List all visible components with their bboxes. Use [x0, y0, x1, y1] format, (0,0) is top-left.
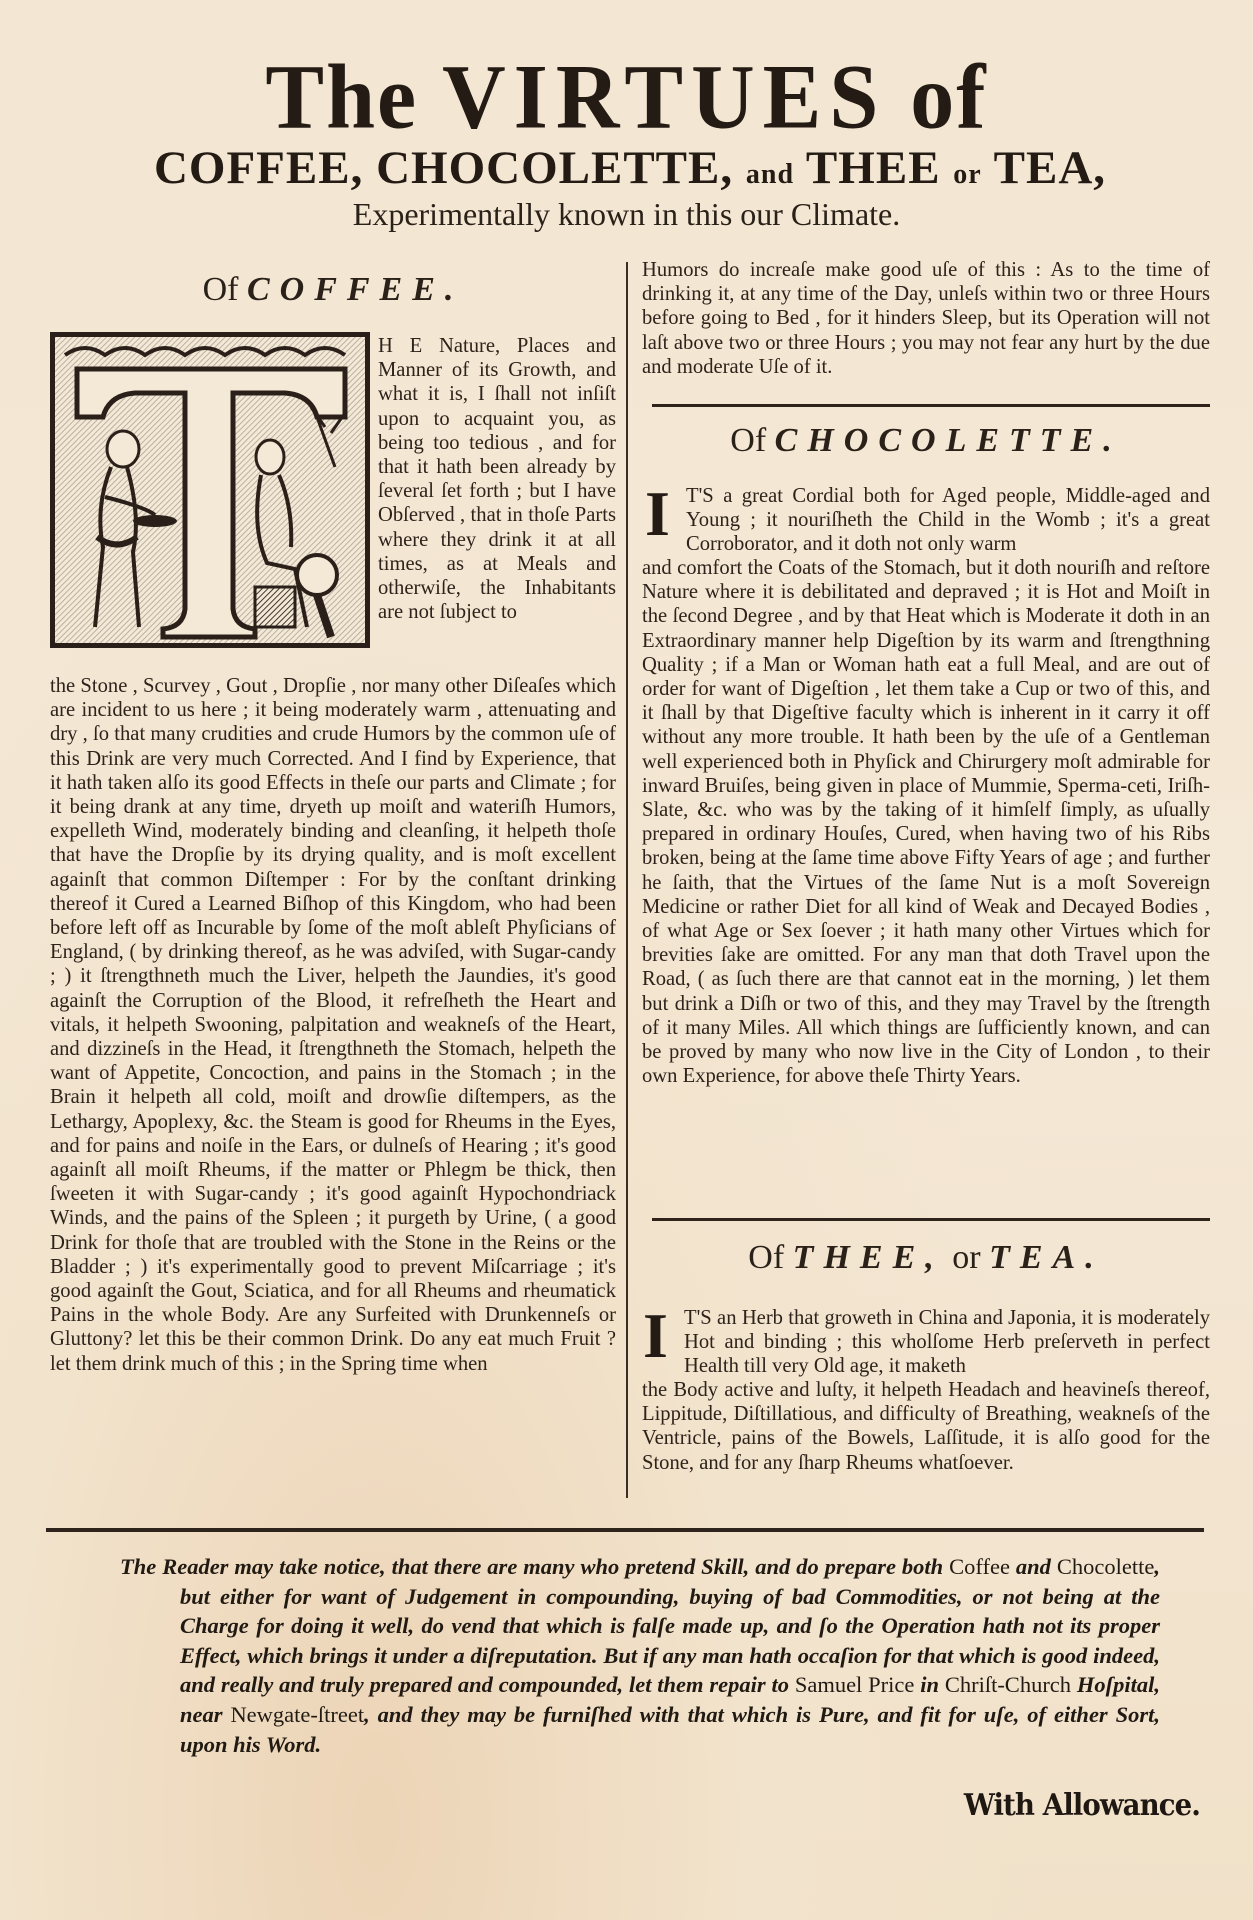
- tea-heading-of: Of: [748, 1239, 793, 1276]
- title-line-1: [0, 46, 1253, 151]
- tea-heading-or: or: [943, 1239, 990, 1276]
- notice-merchant-name: Samuel Price: [794, 1672, 915, 1698]
- notice-coffee: Coffee: [949, 1554, 1010, 1579]
- coffee-heading-of: Of: [202, 271, 247, 308]
- title-of: of: [886, 46, 988, 149]
- chocolette-drop-cap: I: [645, 478, 670, 549]
- tea-body-paragraph: the Body active and luſty, it helpeth Headach and heavineſs thereof, Lippitude, Diſtillatious, and difficulty of Breathing, weakneſs of the Ventricle, pains of the Bowels, Laſſitude, it is alſo good for the Stone, and for any ſharp Rheums whatſoever.: [642, 1379, 1210, 1474]
- title-the: The: [265, 46, 443, 149]
- tea-lead-paragraph: T'S an Herb that groweth in China and Japonia, it is moderately Hot and binding ; this wholſome Herb preſerveth in perfect Health till very Old age, it maketh: [684, 1307, 1210, 1378]
- title-virtues: VIRTUES: [442, 46, 887, 149]
- chocolette-lead-paragraph: T'S a great Cordial both for Aged people, Middle-aged and Young ; it nouriſheth the Child in the Womb ; it's a great Corroborator, and it doth not only warm: [686, 485, 1210, 556]
- column-divider: [626, 262, 628, 1498]
- woodcut-initial-t: [50, 332, 370, 648]
- footer-divider-rule: [46, 1528, 1204, 1532]
- notice-chocolette: Chocolette: [1056, 1554, 1155, 1579]
- section-divider-rule: [652, 404, 1210, 407]
- tea-heading: [642, 1238, 1210, 1278]
- with-allowance-imprint: With Allowance.: [963, 1788, 1200, 1823]
- notice-text: in: [914, 1672, 945, 1698]
- tea-drop-cap: I: [643, 1300, 668, 1371]
- tea-heading-tea: TEA.: [989, 1239, 1104, 1276]
- coffee-lead-paragraph: H E Nature, Places and Manner of its Growth, and what it is, I ſhall not inſiſt upon to acquaint you, as being too tedious , and for that it hath been already by ſeveral ſet forth ; but I have Obſerved , that in thoſe Parts where they drink it at all times, as at Meals and otherwiſe, the Inhabitants are not ſubject to: [378, 335, 616, 624]
- title-coffee-chocolette: COFFEE, CHOCOLETTE,: [153, 142, 746, 194]
- coffee-heading-name: COFFEE.: [246, 271, 464, 308]
- section-divider-rule: [652, 1218, 1210, 1221]
- chocolette-heading: [642, 421, 1210, 461]
- title-thee: THEE: [794, 142, 954, 194]
- notice-text: The Reader may take notice, that there are many who pretend Skill, and do prepare both: [120, 1554, 950, 1579]
- coffee-heading: [50, 270, 616, 310]
- reader-notice: [120, 1552, 1160, 1759]
- coffee-continued-paragraph: Humors do increaſe make good uſe of this : As to the time of drinking it, at any time of the Day, unleſs within two or three Hours before going to Bed , for it hinders Sleep, but its Operation will not laſt above two or three Hours ; you may not fear any hurt by the due and moderate Uſe of it.: [642, 259, 1210, 378]
- title-or: or: [953, 159, 982, 190]
- subtitle: Experimentally known in this our Climate.: [352, 196, 901, 232]
- tea-heading-thee: THEE,: [792, 1239, 944, 1276]
- notice-text: Hoſpital, near: [180, 1672, 1161, 1727]
- woodcut-illustration-icon: [55, 337, 365, 643]
- chocolette-heading-name: CHOCOLETTE.: [774, 422, 1122, 459]
- notice-place: Chriſt-Church: [944, 1672, 1072, 1698]
- coffee-body-paragraph: the Stone , Scurvey , Gout , Dropſie , nor many other Diſeaſes which are incident to us here ; it being moderately warm , attenuating and dry , ſo that many crudities and crude Humors by the common uſe of this Drink are very much Corrected. And I find by Experience, that it hath taken alſo its good Effects in theſe our parts and Climate ; for it being drank at any time, dryeth up moiſt and wateriſh Humors, expelleth Wind, moderately binding and cleanſing, it helpeth thoſe that have the Dropſie by its drying quality, and is moſt excellent againſt that common Diſtemper : For by the conſtant drinking thereof it Cured a Learned Biſhop of this Kingdom, who had been before left off as Incurable by ſome of the moſt ableſt Phyſicians of England, ( by drinking thereof, as he was adviſed, with Sugar-candy ; ) it ſtrengthneth much the Liver, helpeth the Jaundies, it's good againſt the Corruption of the Blood, it refreſheth the Heart and vitals, it helpeth Swooning, palpitation and weakneſs of the Heart, and dizzineſs in the Head, it ſtrengthneth the Stomach, helpeth the want of Appetite, Concoction, and pains in the Stomach ; in the Brain it helpeth all cold, moiſt and drowſie diſtempers, as the Lethargy, Apoplexy, &c. the Steam is good for Rheums in the Eyes, and for pains and noiſe in the Ears, or dulneſs of Hearing ; it's good againſt all moiſt Rheums, if the matter or Phlegm be thick, then ſweeten it with Sugar-candy ; it's good againſt Hypochondriack Winds, and the pains of the Spleen ; it purgeth by Urine, ( a good Drink for thoſe that are troubled with the Stone in the Reins or the Bladder ; ) it's experimentally good to prevent Miſcarriage ; it's good againſt the Gout, Sciatica, and for all Rheums and rheumatick Pains in the whole Body. Are any Surfeited with Drunkenneſs or Gluttony? let this be their common Drink. Do any eat much Fruit ? let them drink much of this ; in the Spring time when: [50, 675, 616, 1375]
- title-and: and: [745, 159, 795, 190]
- chocolette-heading-of: Of: [730, 422, 775, 459]
- notice-street: Newgate-ſtreet: [230, 1701, 365, 1727]
- title-tea: TEA,: [981, 142, 1107, 194]
- notice-text: and: [1009, 1554, 1057, 1579]
- notice-text: , and they may be furniſhed with that which is Pure, and fit for uſe, of either Sort, upon his Word.: [180, 1701, 1160, 1757]
- chocolette-body-paragraph: and comfort the Coats of the Stomach, but it doth nouriſh and reſtore Nature where it is debilitated and depraved ; it is Hot and Moiſt in the ſecond Degree , and by that Heat which is Moderate it doth in an Extraordinary manner help Digeſtion by its warm and ſtrengthning Quality ; if a Man or Woman hath eat a full Meal, and are out of order for want of Digeſtion , let them take a Cup or two of this, and it ſhall by that Digeſtive faculty which is inherent in it carry it off without any more trouble. It hath been by the uſe of a Gentleman well experienced both in Phyſick and Chirurgery moſt admirable for inward Bruiſes, being given in place of Mummie, Sperma-ceti, Iriſh-Slate, &c. who was by the taking of it himſelf ſimply, as uſually prepared in ordinary Houſes, Cured, when having two of his Ribs broken, being at the ſame time above Fifty Years of age ; and further he ſaith, that the Virtues of the ſame Nut is a moſt Sovereign Medicine or rather Diet for all kind of Weak and Decayed Bodies , of what Age or Sex ſoever ; it hath many other Virtues which for brevities ſake are omitted. For any man that doth Travel upon the Road, ( as ſuch there are that cannot eat in the morning, ) let them but drink a Diſh or two of this, and they may Travel by the ſtrength of it many Miles. All which things are ſufficiently known, and can be proved by many who now live in the City of London , to their own Experience, for above theſe Thirty Years.: [642, 557, 1210, 1088]
- notice-text: , but either for want of Judgement in compounding, buying of bad Commodities, or not being at the Charge for doing it well, do vend that which is falſe made up, and ſo the Operation hath not its proper Effect, which brings it under a diſreputation. But if any man hath occaſion for that which is good indeed, and really and truly prepared and compounded, let them repair to: [180, 1554, 1160, 1698]
